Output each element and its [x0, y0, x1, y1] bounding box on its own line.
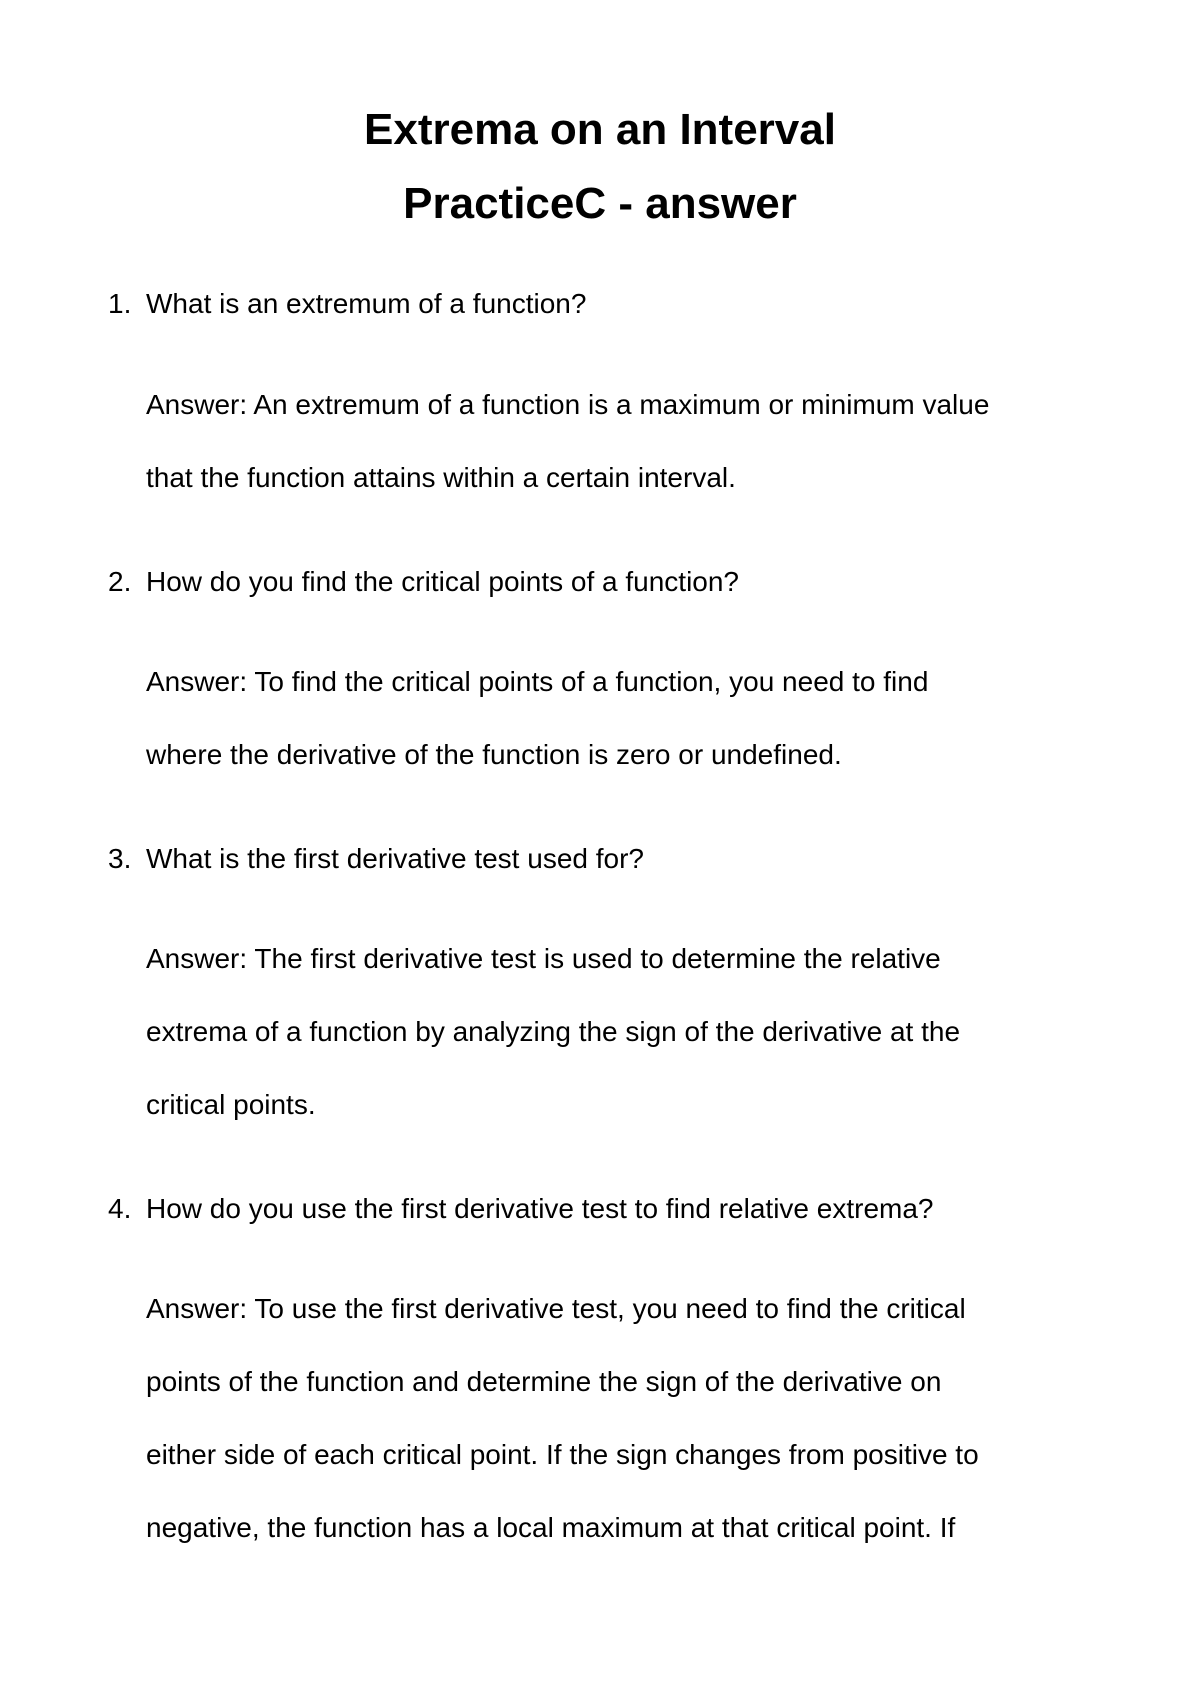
question-number: 2. — [108, 566, 132, 597]
question-2 — [108, 564, 1160, 600]
answer-4 — [146, 1272, 1156, 1564]
answer-line: that the function attains within a certain interval. — [146, 462, 736, 493]
answer-line: Answer: The first derivative test is used to determine the relative — [146, 943, 941, 974]
question-text: How do you find the critical points of a function? — [146, 566, 740, 597]
question-1 — [108, 286, 1160, 322]
question-text: What is an extremum of a function? — [146, 288, 587, 319]
answer-2 — [146, 645, 1156, 791]
question-text: How do you use the first derivative test to find relative extrema? — [146, 1193, 934, 1224]
question-number: 1. — [108, 288, 132, 319]
answer-1 — [146, 368, 1156, 514]
answer-line: negative, the function has a local maximum at that critical point. If — [146, 1512, 956, 1543]
document-title: Extrema on an Interval — [364, 105, 836, 154]
question-4 — [108, 1191, 1160, 1227]
answer-line: points of the function and determine the sign of the derivative on — [146, 1366, 942, 1397]
answer-line: extrema of a function by analyzing the sign of the derivative at the — [146, 1016, 961, 1047]
question-number: 3. — [108, 843, 132, 874]
answer-line: Answer: To find the critical points of a function, you need to find — [146, 666, 929, 697]
question-3 — [108, 841, 1160, 877]
answer-line: either side of each critical point. If the sign changes from positive to — [146, 1439, 979, 1470]
document-subtitle: PracticeC - answer — [403, 179, 797, 228]
answer-line: where the derivative of the function is zero or undefined. — [146, 739, 842, 770]
question-number: 4. — [108, 1193, 132, 1224]
answer-3 — [146, 922, 1156, 1141]
answer-line: Answer: To use the first derivative test, you need to find the critical — [146, 1293, 966, 1324]
question-text: What is the first derivative test used for? — [146, 843, 644, 874]
answer-line: critical points. — [146, 1089, 316, 1120]
answer-line: Answer: An extremum of a function is a maximum or minimum value — [146, 389, 990, 420]
